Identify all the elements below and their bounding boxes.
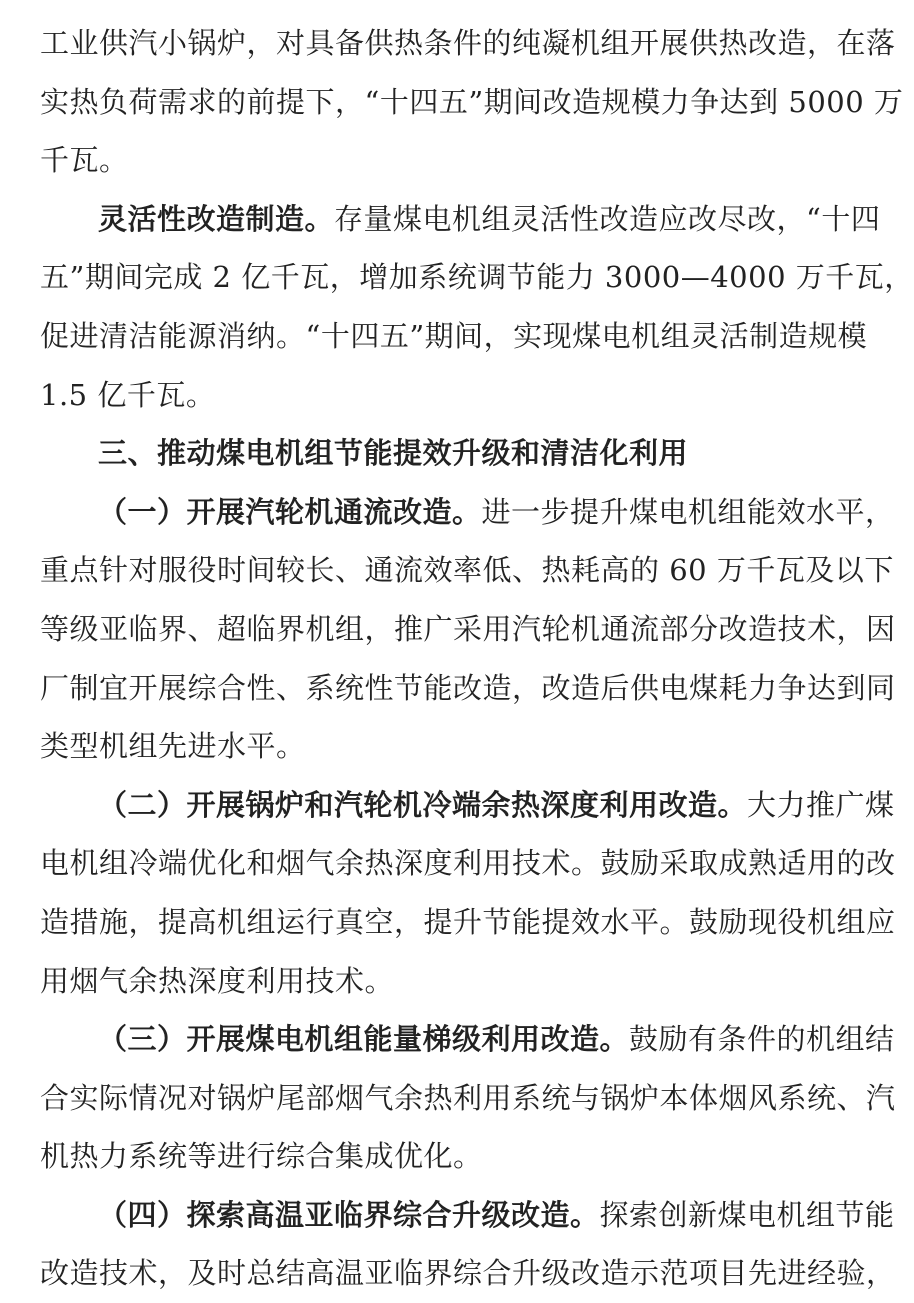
paragraph-first-line [40,776,895,835]
section-heading: 三、推动煤电机组节能提效升级和清洁化利用 [98,436,689,471]
text-line: 促进清洁能源消纳。“十四五”期间，实现煤电机组灵活制造规模 [40,318,868,353]
text-line: 1.5 亿千瓦。 [40,377,216,412]
text-line: 五”期间完成 2 亿千瓦，增加系统调节能力 3000—4000 万千瓦， [40,260,914,295]
text-line: 类型机组先进水平。 [40,729,306,764]
text-line: 电机组冷端优化和烟气余热深度利用技术。鼓励采取成熟适用的改 [40,846,896,881]
paragraph-lead: 灵活性改造制造。 [98,201,335,236]
text-line: 实热负荷需求的前提下，“十四五”期间改造规模力争达到 5000 万 [40,84,904,119]
text-run: 探索创新煤电机组节能 [599,1197,895,1232]
text-run: 存量煤电机组灵活性改造应改尽改，“十四 [334,201,881,236]
paragraph-first-line [40,1010,895,1069]
text-line: 改造技术，及时总结高温亚临界综合升级改造示范项目先进经验， [40,1256,896,1291]
text-line: 用烟气余热深度利用技术。 [40,963,395,998]
text-run: 鼓励有条件的机组结 [629,1022,895,1057]
text-line: 机热力系统等进行综合集成优化。 [40,1139,483,1174]
paragraph-first-line [40,483,895,542]
paragraph-first-line [40,1186,895,1245]
text-run: 进一步提升煤电机组能效水平， [481,494,895,529]
subsection-lead: （一）开展汽轮机通流改造。 [98,494,482,529]
text-line: 等级亚临界、超临界机组，推广采用汽轮机通流部分改造技术，因 [40,611,896,646]
text-line: 造措施，提高机组运行真空，提升节能提效水平。鼓励现役机组应 [40,904,896,939]
subsection-lead: （二）开展锅炉和汽轮机冷端余热深度利用改造。 [98,787,748,822]
text-line: 千瓦。 [40,143,129,178]
text-line: 厂制宜开展综合性、系统性节能改造，改造后供电煤耗力争达到同 [40,670,896,705]
text-run: 大力推广煤 [747,787,895,822]
text-line: 重点针对服役时间较长、通流效率低、热耗高的 60 万千瓦及以下 [40,553,894,588]
subsection-lead: （三）开展煤电机组能量梯级利用改造。 [98,1022,630,1057]
text-line: 工业供汽小锅炉，对具备供热条件的纯凝机组开展供热改造，在落 [40,26,896,60]
subsection-lead: （四）探索高温亚临界综合升级改造。 [98,1197,600,1232]
paragraph-first-line [40,190,881,249]
text-line: 合实际情况对锅炉尾部烟气余热利用系统与锅炉本体烟风系统、汽 [40,1080,896,1115]
